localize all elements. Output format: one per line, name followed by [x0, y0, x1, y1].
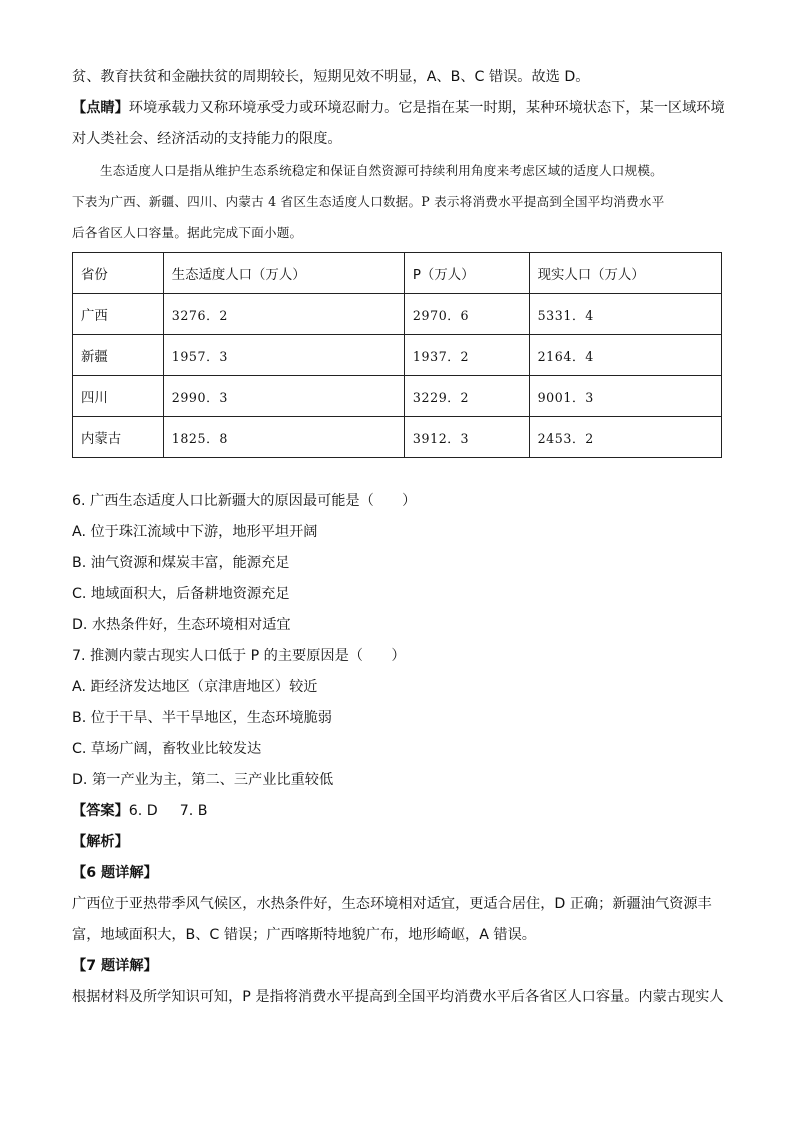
table-row [73, 376, 722, 417]
detail-6-line-1: 广西位于亚热带季风气候区，水热条件好，生态环境相对适宜，更适合居住，D 正确；新疆油气资源丰 [72, 896, 712, 912]
cell-p: 2970．6 [404, 294, 529, 335]
question-6-stem: 6. 广西生态适度人口比新疆大的原因最可能是（ ） [72, 493, 417, 509]
detail-7-label: 【7 题详解】 [72, 958, 158, 974]
cell-eco-pop: 1957．3 [163, 335, 404, 376]
table-row [73, 294, 722, 335]
analysis-label: 【解析】 [72, 834, 129, 850]
tip-text-1: 环境承载力又称环境承受力或环境忍耐力。它是指在某一时期，某种环境状态下，某一区域环境 [128, 100, 725, 116]
header-p: P（万人） [404, 253, 529, 294]
cell-eco-pop: 1825．8 [163, 417, 404, 458]
answer-6: 6. D [128, 803, 158, 819]
tip-line-2: 对人类社会、经济活动的支持能力的限度。 [72, 131, 342, 147]
cell-p: 1937．2 [404, 335, 529, 376]
detail-6-label: 【6 题详解】 [72, 865, 158, 881]
question-6-option-b: B. 油气资源和煤炭丰富，能源充足 [72, 555, 290, 571]
question-7-stem: 7. 推测内蒙古现实人口低于 P 的主要原因是（ ） [72, 648, 406, 664]
question-6-option-c: C. 地域面积大，后备耕地资源充足 [72, 586, 290, 602]
cell-province: 新疆 [73, 335, 164, 376]
tip-label: 【点睛】 [72, 100, 129, 116]
table-row [73, 335, 722, 376]
answer-7: 7. B [179, 803, 208, 819]
header-province: 省份 [73, 253, 164, 294]
cell-p: 3229．2 [404, 376, 529, 417]
cell-province: 广西 [73, 294, 164, 335]
population-table [72, 252, 722, 458]
material-line-3: 后各省区人口容量。据此完成下面小题。 [72, 225, 303, 240]
question-7-option-a: A. 距经济发达地区（京津唐地区）较近 [72, 679, 318, 695]
question-7-option-b: B. 位于干旱、半干旱地区，生态环境脆弱 [72, 710, 332, 726]
prev-answer-line: 贫、教育扶贫和金融扶贫的周期较长，短期见效不明显，A、B、C 错误。故选 D。 [72, 69, 590, 85]
question-7-option-d: D. 第一产业为主，第二、三产业比重较低 [72, 772, 334, 788]
header-real-pop: 现实人口（万人） [529, 253, 721, 294]
cell-real-pop: 9001．3 [529, 376, 721, 417]
table-header-row [73, 253, 722, 294]
answer-line [72, 796, 722, 827]
detail-7-line-1: 根据材料及所学知识可知，P 是指将消费水平提高到全国平均消费水平后各省区人口容量。内蒙古现实人 [72, 989, 724, 1005]
cell-real-pop: 2453．2 [529, 417, 721, 458]
question-7-option-c: C. 草场广阔，畜牧业比较发达 [72, 741, 262, 757]
cell-real-pop: 5331．4 [529, 294, 721, 335]
cell-real-pop: 2164．4 [529, 335, 721, 376]
cell-province: 内蒙古 [73, 417, 164, 458]
cell-p: 3912．3 [404, 417, 529, 458]
header-eco-pop: 生态适度人口（万人） [163, 253, 404, 294]
document-page [72, 62, 725, 1013]
answer-label: 【答案】 [72, 803, 129, 819]
cell-eco-pop: 3276．2 [163, 294, 404, 335]
table-row [73, 417, 722, 458]
material-line-2: 下表为广西、新疆、四川、内蒙古 4 省区生态适度人口数据。P 表示将消费水平提高到全国平均消费水平 [72, 194, 665, 209]
cell-province: 四川 [73, 376, 164, 417]
detail-6-line-2: 富，地域面积大，B、C 错误；广西喀斯特地貌广布，地形崎岖，A 错误。 [72, 927, 536, 943]
material-line-1: 生态适度人口是指从维护生态系统稳定和保证自然资源可持续利用角度来考虑区域的适度人口规模。 [100, 163, 663, 178]
question-6-option-d: D. 水热条件好，生态环境相对适宜 [72, 617, 291, 633]
tip-line-1 [72, 93, 725, 124]
cell-eco-pop: 2990．3 [163, 376, 404, 417]
question-6-option-a: A. 位于珠江流域中下游，地形平坦开阔 [72, 524, 318, 540]
